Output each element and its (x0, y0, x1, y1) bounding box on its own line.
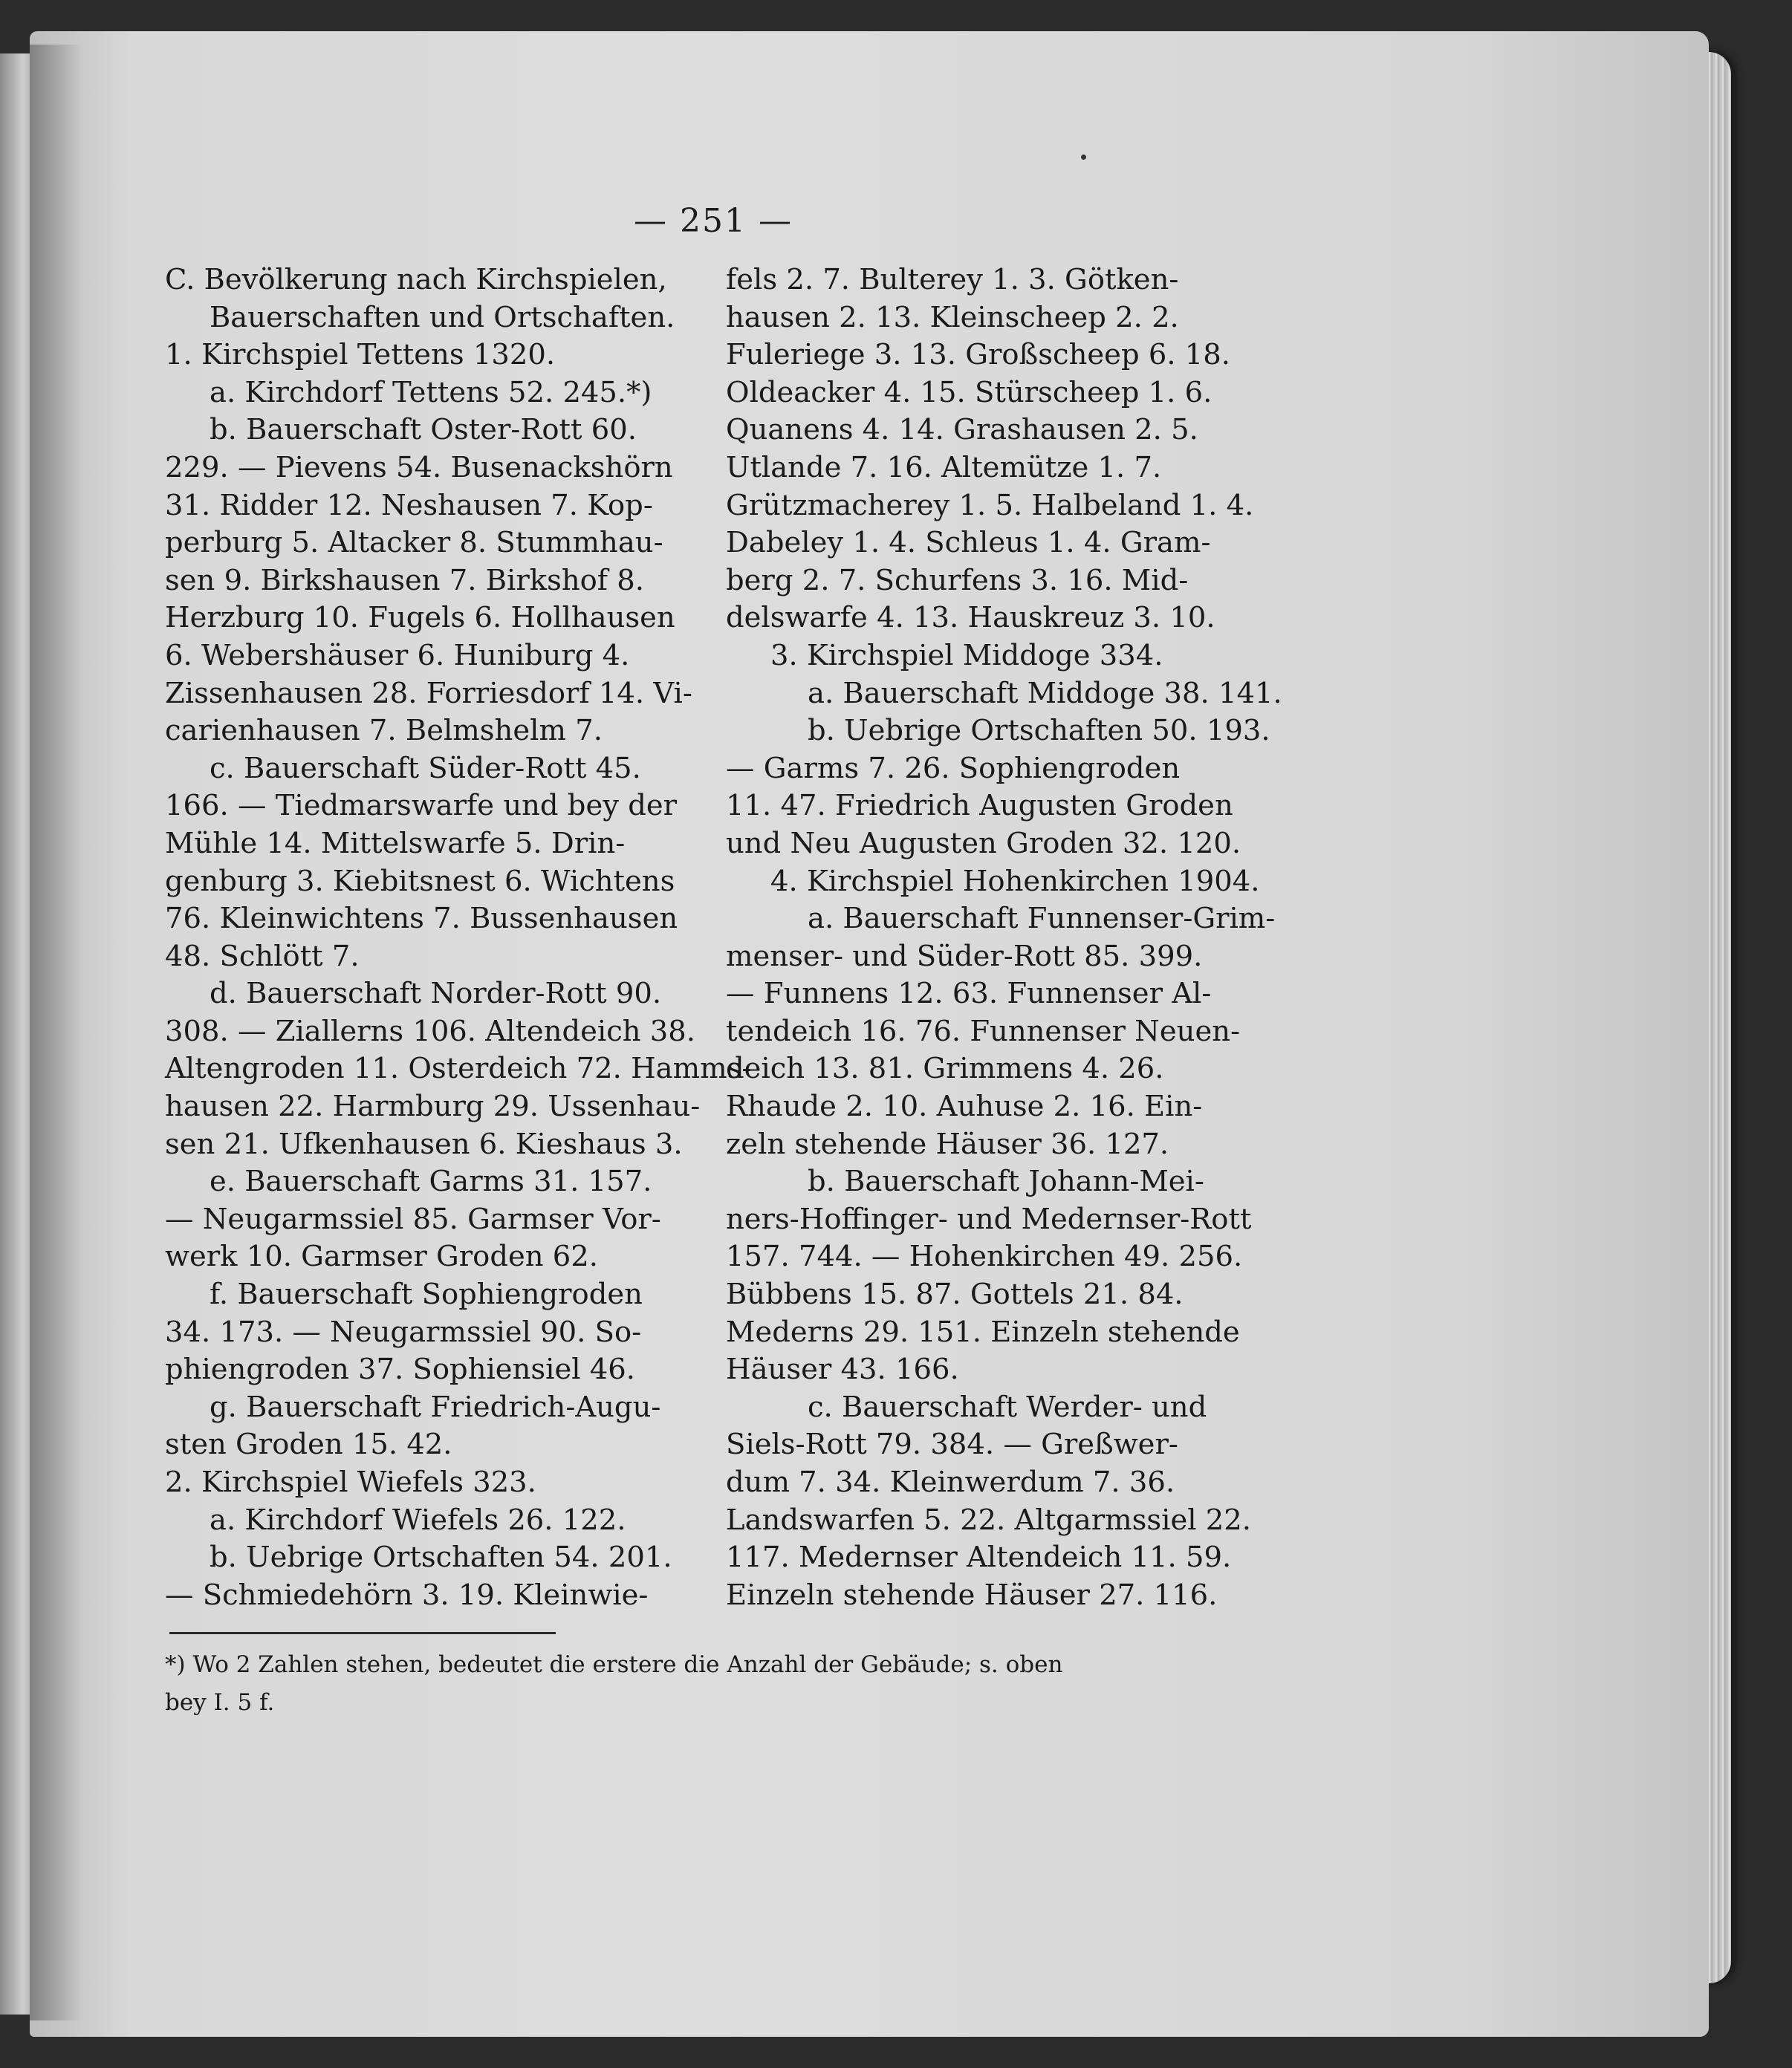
text-line: a. Bauerschaft Funnenser-Grim- (808, 902, 1276, 936)
text-line: genburg 3. Kiebitsnest 6. Wichtens (165, 864, 675, 898)
text-line: a. Bauerschaft Middoge 38. 141. (808, 676, 1282, 710)
text-line: Mederns 29. 151. Einzeln stehende (726, 1315, 1240, 1349)
text-line: 157. 744. — Hohenkirchen 49. 256. (726, 1240, 1243, 1274)
text-line: 166. — Tiedmarswarfe und bey der (165, 789, 678, 823)
text-line: Siels-Rott 79. 384. — Greßwer- (726, 1428, 1178, 1462)
footnote-line: *) Wo 2 Zahlen stehen, bedeutet die erstere die Anzahl der Gebäude; s. oben (165, 1651, 1063, 1678)
text-line: 117. Medernser Altendeich 11. 59. (726, 1541, 1232, 1575)
text-line: C. Bevölkerung nach Kirchspielen, (165, 263, 667, 296)
text-line: sten Groden 15. 42. (165, 1428, 452, 1462)
text-line: 31. Ridder 12. Neshausen 7. Kop- (165, 488, 653, 522)
text-line: deich 13. 81. Grimmens 4. 26. (726, 1052, 1164, 1086)
text-line: sen 9. Birkshausen 7. Birkshof 8. (165, 563, 645, 597)
text-line: tendeich 16. 76. Funnenser Neuen- (726, 1014, 1241, 1048)
text-line: berg 2. 7. Schurfens 3. 16. Mid- (726, 563, 1189, 597)
text-line: — Funnens 12. 63. Funnenser Al- (726, 977, 1212, 1011)
text-line: — Schmiedehörn 3. 19. Kleinwie- (165, 1578, 649, 1612)
text-line: Rhaude 2. 10. Auhuse 2. 16. Ein- (726, 1090, 1203, 1124)
footnote-line: bey I. 5 f. (165, 1688, 275, 1716)
text-line: Landswarfen 5. 22. Altgarmssiel 22. (726, 1503, 1252, 1537)
right-text-column (726, 261, 1282, 1614)
text-line: 6. Webershäuser 6. Huniburg 4. (165, 638, 630, 672)
text-line: Mühle 14. Mittelswarfe 5. Drin- (165, 826, 626, 860)
text-line: 229. — Pievens 54. Busenackshörn (165, 450, 673, 484)
text-line: Einzeln stehende Häuser 27. 116. (726, 1578, 1218, 1612)
text-line: c. Bauerschaft Süder-Rott 45. (210, 751, 641, 785)
text-line: zeln stehende Häuser 36. 127. (726, 1127, 1169, 1161)
text-line: Bauerschaften und Ortschaften. (210, 300, 675, 334)
text-line: phiengroden 37. Sophiensiel 46. (165, 1353, 636, 1387)
text-line: werk 10. Garmser Groden 62. (165, 1240, 599, 1274)
page-gutter-shadow (30, 45, 82, 2020)
text-line: a. Kirchdorf Wiefels 26. 122. (210, 1503, 626, 1537)
text-line: und Neu Augusten Groden 32. 120. (726, 826, 1241, 860)
text-line: Häuser 43. 166. (726, 1353, 959, 1387)
text-line: g. Bauerschaft Friedrich-Augu- (210, 1390, 661, 1424)
text-line: Grützmacherey 1. 5. Halbeland 1. 4. (726, 488, 1254, 522)
text-line: Oldeacker 4. 15. Stürscheep 1. 6. (726, 375, 1212, 409)
text-line: sen 21. Ufkenhausen 6. Kieshaus 3. (165, 1127, 683, 1161)
text-line: Zissenhausen 28. Forriesdorf 14. Vi- (165, 676, 692, 710)
text-line: Utlande 7. 16. Altemütze 1. 7. (726, 450, 1162, 484)
text-line: a. Kirchdorf Tettens 52. 245.*) (210, 375, 652, 409)
text-line: c. Bauerschaft Werder- und (808, 1390, 1207, 1424)
text-line: Fuleriege 3. 13. Großscheep 6. 18. (726, 338, 1231, 372)
text-line: ners-Hoffinger- und Medernser-Rott (726, 1202, 1252, 1236)
text-line: Bübbens 15. 87. Gottels 21. 84. (726, 1278, 1184, 1312)
text-line: 3. Kirchspiel Middoge 334. (770, 638, 1163, 672)
text-line: delswarfe 4. 13. Hauskreuz 3. 10. (726, 601, 1215, 635)
text-line: 2. Kirchspiel Wiefels 323. (165, 1466, 536, 1499)
text-line: 1. Kirchspiel Tettens 1320. (165, 338, 556, 372)
text-line: Altengroden 11. Osterdeich 72. Hamms- (165, 1052, 752, 1086)
text-line: 11. 47. Friedrich Augusten Groden (726, 789, 1233, 823)
left-text-column (165, 261, 752, 1614)
text-line: Dabeley 1. 4. Schleus 1. 4. Gram- (726, 526, 1211, 560)
text-line: perburg 5. Altacker 8. Stummhau- (165, 526, 663, 560)
text-line: b. Uebrige Ortschaften 50. 193. (808, 714, 1270, 748)
text-line: hausen 2. 13. Kleinscheep 2. 2. (726, 300, 1179, 334)
text-line: menser- und Süder-Rott 85. 399. (726, 939, 1203, 973)
text-line: carienhausen 7. Belmshelm 7. (165, 714, 603, 748)
text-line: 48. Schlött 7. (165, 939, 360, 973)
text-line: d. Bauerschaft Norder-Rott 90. (210, 977, 662, 1011)
text-line: fels 2. 7. Bulterey 1. 3. Götken- (726, 263, 1179, 296)
text-line: hausen 22. Harmburg 29. Ussenhau- (165, 1090, 701, 1124)
text-line: f. Bauerschaft Sophiengroden (210, 1278, 643, 1312)
text-line: — Neugarmssiel 85. Garmser Vor- (165, 1202, 661, 1236)
text-line: 308. — Ziallerns 106. Altendeich 38. (165, 1014, 696, 1048)
text-line: e. Bauerschaft Garms 31. 157. (210, 1165, 652, 1199)
text-line: 76. Kleinwichtens 7. Bussenhausen (165, 902, 678, 936)
footnote-rule (169, 1632, 556, 1634)
text-line: Herzburg 10. Fugels 6. Hollhausen (165, 601, 675, 635)
page-number: — 251 — (634, 202, 793, 240)
text-line: dum 7. 34. Kleinwerdum 7. 36. (726, 1466, 1175, 1499)
footnote (165, 1648, 1261, 1723)
text-line: 34. 173. — Neugarmssiel 90. So- (165, 1315, 642, 1349)
text-line: 4. Kirchspiel Hohenkirchen 1904. (770, 864, 1260, 898)
text-line: — Garms 7. 26. Sophiengroden (726, 751, 1181, 785)
text-line: b. Uebrige Ortschaften 54. 201. (210, 1541, 672, 1575)
text-line: b. Bauerschaft Oster-Rott 60. (210, 413, 637, 447)
text-line: b. Bauerschaft Johann-Mei- (808, 1165, 1204, 1199)
ink-speck (1081, 155, 1086, 160)
text-line: Quanens 4. 14. Grashausen 2. 5. (726, 413, 1198, 447)
